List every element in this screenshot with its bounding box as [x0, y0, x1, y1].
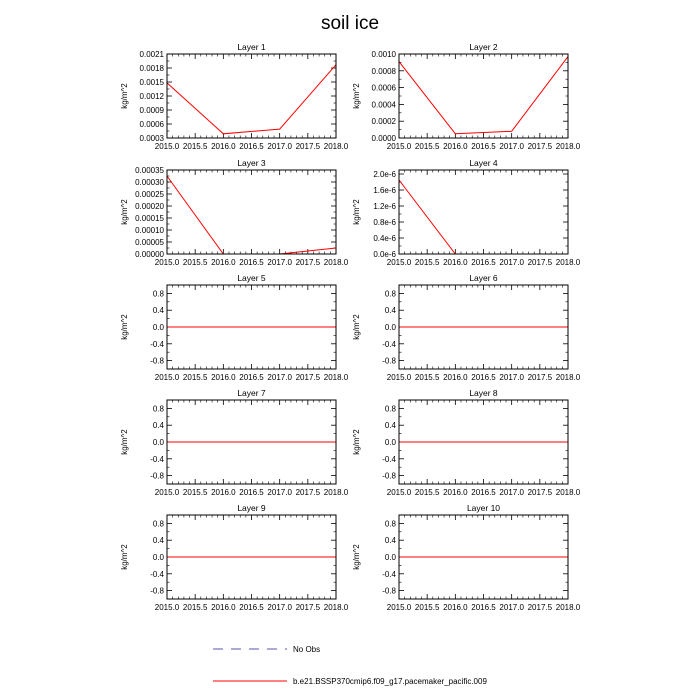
x-tick-label: 2017.5: [295, 488, 321, 497]
panel-title: Layer 1: [237, 42, 266, 52]
x-tick-label: 2016.5: [239, 373, 264, 382]
panel-layer-6: [352, 273, 581, 382]
x-tick-label: 2015.0: [386, 373, 412, 382]
x-tick-label: 2017.0: [267, 258, 292, 267]
panel-title: Layer 3: [237, 158, 266, 168]
x-tick-label: 2015.0: [154, 603, 180, 612]
y-tick-label: 0.4: [384, 306, 396, 316]
y-tick-label: 0.8: [384, 404, 396, 414]
x-tick-label: 2016.5: [471, 373, 496, 382]
y-tick-label: 0.4: [152, 306, 164, 316]
y-axis-label: kg/m^2: [120, 429, 129, 455]
y-axis-label: kg/m^2: [352, 83, 361, 109]
x-tick-label: 2016.5: [471, 142, 496, 151]
y-axis-label: kg/m^2: [120, 314, 129, 340]
y-tick-label: 0.4: [152, 421, 164, 431]
x-tick-label: 2016.0: [443, 603, 468, 612]
y-tick-label: 0.0: [152, 323, 164, 332]
series-line: [399, 57, 568, 134]
x-tick-label: 2015.0: [154, 142, 180, 151]
x-tick-label: 2016.5: [239, 488, 264, 497]
y-tick-label: 0.0004: [371, 100, 396, 110]
x-tick-label: 2018.0: [323, 373, 349, 382]
x-tick-label: 2017.0: [267, 603, 292, 612]
x-tick-label: 2015.0: [154, 488, 180, 497]
panel-layer-7: [120, 388, 349, 497]
y-tick-label: -0.8: [382, 586, 396, 596]
y-tick-label: 1.6e-6: [373, 186, 396, 195]
plot-frame: [167, 54, 336, 138]
x-tick-label: 2016.5: [471, 488, 496, 497]
x-tick-label: 2017.0: [499, 258, 524, 267]
y-tick-label: 0.8: [152, 519, 164, 529]
x-tick-label: 2015.0: [386, 258, 412, 267]
y-axis-label: kg/m^2: [352, 544, 361, 570]
x-tick-label: 2015.5: [182, 373, 208, 382]
series-line: [399, 180, 568, 254]
x-tick-label: 2016.0: [443, 142, 468, 151]
x-tick-label: 2015.5: [182, 258, 208, 267]
y-tick-label: -0.4: [382, 569, 396, 579]
series-line: [167, 65, 336, 134]
y-tick-label: 0.8: [152, 289, 164, 299]
y-tick-label: 0.0006: [139, 120, 164, 129]
y-tick-label: 0.00005: [135, 238, 164, 247]
x-tick-label: 2015.0: [386, 142, 412, 151]
x-tick-label: 2018.0: [555, 142, 581, 151]
x-tick-label: 2018.0: [555, 488, 581, 497]
x-tick-label: 2016.5: [239, 258, 264, 267]
x-tick-label: 2017.0: [499, 373, 524, 382]
y-tick-label: 0.0015: [139, 78, 164, 87]
x-tick-label: 2018.0: [555, 603, 581, 612]
y-tick-label: -0.4: [150, 454, 164, 464]
x-tick-label: 2016.0: [211, 258, 236, 267]
y-tick-label: 0.00025: [135, 190, 164, 199]
y-tick-label: 0.0006: [371, 83, 396, 93]
legend-obs-label: No Obs: [293, 645, 321, 654]
y-tick-label: 0.0008: [371, 66, 396, 76]
x-tick-label: 2016.0: [211, 603, 236, 612]
y-tick-label: 0.00000: [135, 250, 164, 259]
y-tick-label: 0.4: [384, 536, 396, 546]
panel-title: Layer 10: [466, 503, 501, 513]
y-tick-label: 0.00020: [135, 202, 164, 211]
y-tick-label: 1.2e-6: [373, 202, 396, 211]
x-tick-label: 2017.5: [527, 258, 553, 267]
y-tick-label: 0.00030: [135, 178, 164, 187]
x-tick-label: 2016.0: [211, 142, 236, 151]
y-tick-label: 0.0012: [139, 92, 164, 101]
legend: [213, 645, 487, 686]
y-tick-label: -0.4: [382, 339, 396, 349]
y-tick-label: 0.0018: [139, 64, 164, 73]
y-tick-label: 0.4: [152, 536, 164, 546]
x-tick-label: 2017.0: [267, 142, 292, 151]
x-tick-label: 2016.5: [239, 603, 264, 612]
y-tick-label: 0.0000: [371, 134, 396, 143]
y-tick-label: -0.8: [150, 586, 164, 596]
y-tick-label: 0.0003: [139, 134, 164, 143]
panel-title: Layer 2: [469, 42, 498, 52]
x-tick-label: 2016.5: [471, 258, 496, 267]
panel-layer-9: [120, 503, 349, 612]
panel-title: Layer 8: [469, 388, 498, 398]
x-tick-label: 2016.5: [239, 142, 264, 151]
x-tick-label: 2015.5: [182, 603, 208, 612]
x-tick-label: 2015.0: [154, 258, 180, 267]
panel-layer-3: [120, 158, 349, 267]
y-tick-label: 0.4: [384, 421, 396, 431]
y-tick-label: 0.0: [384, 553, 396, 562]
x-tick-label: 2015.5: [182, 488, 208, 497]
y-tick-label: 0.00015: [135, 214, 164, 223]
x-tick-label: 2015.0: [386, 603, 412, 612]
x-tick-label: 2016.0: [211, 488, 236, 497]
y-tick-label: -0.8: [150, 471, 164, 481]
panel-layer-4: [352, 158, 581, 267]
y-tick-label: -0.8: [382, 356, 396, 366]
x-tick-label: 2015.0: [154, 373, 180, 382]
panel-title: Layer 9: [237, 503, 266, 513]
y-tick-label: 0.00010: [135, 226, 164, 235]
panel-layer-5: [120, 273, 349, 382]
x-tick-label: 2017.5: [527, 603, 553, 612]
x-tick-label: 2017.5: [295, 603, 321, 612]
x-tick-label: 2018.0: [323, 142, 349, 151]
y-tick-label: 0.0009: [139, 106, 164, 115]
x-tick-label: 2016.0: [443, 488, 468, 497]
x-tick-label: 2016.0: [443, 258, 468, 267]
y-tick-label: -0.8: [382, 471, 396, 481]
x-tick-label: 2017.5: [527, 142, 553, 151]
x-tick-label: 2017.0: [499, 142, 524, 151]
panel-grid: [120, 42, 581, 612]
x-tick-label: 2017.0: [499, 488, 524, 497]
y-tick-label: 0.4e-6: [373, 234, 396, 243]
x-tick-label: 2018.0: [323, 488, 349, 497]
panel-layer-10: [352, 503, 581, 612]
panel-layer-1: [120, 42, 349, 151]
x-tick-label: 2017.5: [527, 373, 553, 382]
y-tick-label: 0.0: [384, 438, 396, 447]
x-tick-label: 2017.5: [295, 142, 321, 151]
y-axis-label: kg/m^2: [352, 314, 361, 340]
x-tick-label: 2016.0: [211, 373, 236, 382]
y-axis-label: kg/m^2: [352, 429, 361, 455]
y-tick-label: 0.0: [384, 323, 396, 332]
y-tick-label: 0.0021: [139, 50, 164, 59]
y-axis-label: kg/m^2: [352, 199, 361, 225]
panel-title: Layer 5: [237, 273, 266, 283]
x-tick-label: 2015.5: [182, 142, 208, 151]
y-tick-label: 0.8: [384, 519, 396, 529]
plot-frame: [399, 170, 568, 254]
y-axis-label: kg/m^2: [120, 544, 129, 570]
y-tick-label: 0.0: [152, 553, 164, 562]
x-tick-label: 2016.5: [471, 603, 496, 612]
plot-frame: [399, 54, 568, 138]
y-tick-label: 0.0002: [371, 117, 396, 127]
y-tick-label: -0.8: [150, 356, 164, 366]
y-tick-label: -0.4: [150, 339, 164, 349]
y-tick-label: 0.8e-6: [373, 218, 396, 227]
panel-title: Layer 6: [469, 273, 498, 283]
x-tick-label: 2018.0: [555, 373, 581, 382]
y-tick-label: 0.8: [152, 404, 164, 414]
y-tick-label: 0.0010: [371, 50, 396, 59]
x-tick-label: 2017.5: [527, 488, 553, 497]
panel-title: Layer 4: [469, 158, 498, 168]
x-tick-label: 2016.0: [443, 373, 468, 382]
plot-frame: [167, 170, 336, 254]
x-tick-label: 2018.0: [323, 603, 349, 612]
x-tick-label: 2015.0: [386, 488, 412, 497]
y-tick-label: 0.8: [384, 289, 396, 299]
panel-layer-2: [352, 42, 581, 151]
x-tick-label: 2017.0: [499, 603, 524, 612]
y-tick-label: -0.4: [382, 454, 396, 464]
panel-layer-8: [352, 388, 581, 497]
series-line: [167, 176, 336, 254]
panel-title: Layer 7: [237, 388, 266, 398]
x-tick-label: 2017.5: [295, 258, 321, 267]
y-tick-label: -0.4: [150, 569, 164, 579]
y-tick-label: 0.0e-6: [373, 250, 396, 259]
x-tick-label: 2015.5: [414, 142, 440, 151]
y-axis-label: kg/m^2: [120, 83, 129, 109]
x-tick-label: 2018.0: [555, 258, 581, 267]
x-tick-label: 2015.5: [414, 603, 440, 612]
x-tick-label: 2017.5: [295, 373, 321, 382]
x-tick-label: 2015.5: [414, 488, 440, 497]
x-tick-label: 2015.5: [414, 373, 440, 382]
x-tick-label: 2017.0: [267, 488, 292, 497]
figure-title: soil ice: [320, 13, 380, 34]
legend-model-label: b.e21.BSSP370cmip6.f09_g17.pacemaker_pacific.009: [293, 677, 487, 686]
y-tick-label: 0.00035: [135, 166, 164, 175]
x-tick-label: 2018.0: [323, 258, 349, 267]
x-tick-label: 2017.0: [267, 373, 292, 382]
y-tick-label: 2.0e-6: [373, 170, 396, 179]
y-tick-label: 0.0: [152, 438, 164, 447]
y-axis-label: kg/m^2: [120, 199, 129, 225]
x-tick-label: 2015.5: [414, 258, 440, 267]
